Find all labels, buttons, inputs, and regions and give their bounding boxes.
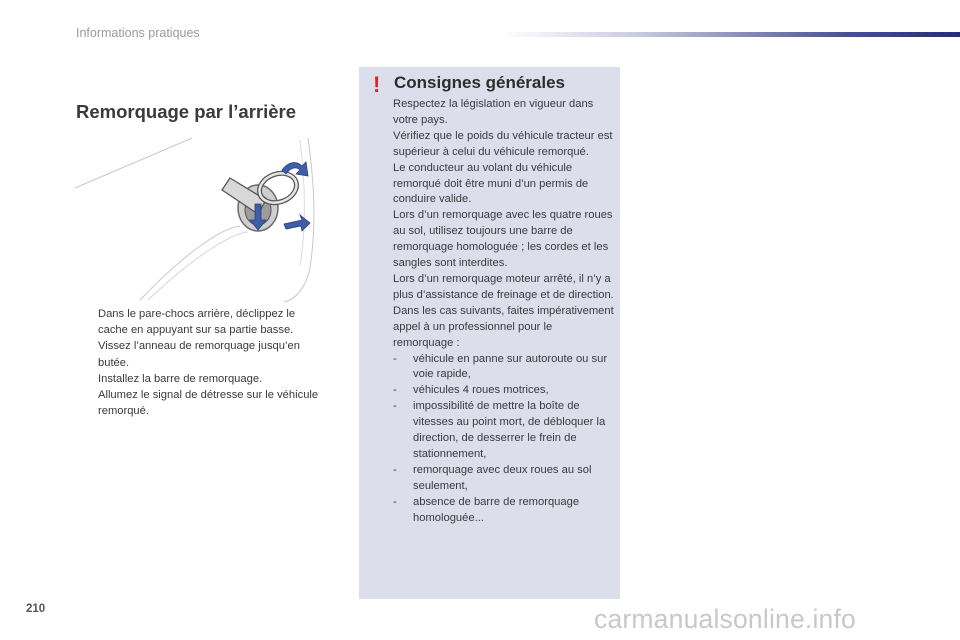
panel-paragraph: Lors d’un remorquage moteur arrêté, il n’y a plus d’assistance de freinage et de direction. bbox=[393, 272, 614, 301]
case-item: - véhicule en panne sur autoroute ou sur voie rapide, bbox=[393, 352, 608, 381]
case-item: - véhicules 4 roues motrices, bbox=[393, 384, 549, 397]
step-item: Installez la barre de remorquage. bbox=[98, 372, 263, 385]
header-gradient-bar bbox=[500, 32, 960, 37]
case-item: - impossibilité de mettre la boîte de vitesses au point mort, de débloquer la direction, de desserrer le frein de stationnement, bbox=[393, 400, 606, 460]
page-number: 210 bbox=[26, 603, 46, 615]
bumper-line-right-2 bbox=[300, 140, 305, 266]
case-item: - absence de barre de remorquage homologuée... bbox=[393, 495, 580, 524]
panel-paragraph: Dans les cas suivants, faites impérativement appel à un professionnel pour le remorquage : bbox=[393, 304, 614, 349]
case-item: - remorquage avec deux roues au sol seulement, bbox=[393, 463, 592, 492]
panel-paragraph: Lors d’un remorquage avec les quatre roues au sol, utilisez toujours une barre de remorquage homologuée ; les cordes et les sangles sont interdites. bbox=[393, 209, 613, 270]
bumper-line-lower-2 bbox=[148, 232, 248, 300]
section-title: Remorquage par l’arrière bbox=[76, 101, 297, 122]
panel-paragraph: Respectez la législation en vigueur dans votre pays. bbox=[393, 98, 594, 126]
warning-exclamation-icon: ! bbox=[373, 72, 381, 97]
arrow-icon-top bbox=[282, 162, 308, 176]
arrow-icon-right bbox=[284, 215, 310, 231]
step-item: Allumez le signal de détresse sur le véhicule remorqué. bbox=[98, 389, 319, 418]
bumper-line-upper bbox=[75, 138, 192, 188]
panel-paragraph: Le conducteur au volant du véhicule remorqué doit être muni d’un permis de conduire valide. bbox=[393, 161, 589, 206]
towing-eye-illustration bbox=[70, 128, 330, 303]
step-item: Dans le pare-chocs arrière, déclippez le cache en appuyant sur sa partie basse. bbox=[98, 308, 296, 337]
page-header-title: Informations pratiques bbox=[76, 26, 200, 40]
watermark: carmanualsonline.info bbox=[594, 604, 856, 634]
panel-paragraph: Vérifiez que le poids du véhicule tracteur est supérieur à celui du véhicule remorqué. bbox=[393, 129, 613, 158]
step-item: Vissez l’anneau de remorquage jusqu’en butée. bbox=[98, 340, 300, 369]
bumper-line-right bbox=[284, 138, 314, 302]
cases-list bbox=[393, 352, 615, 527]
instruction-steps bbox=[78, 306, 328, 419]
bumper-line-lower bbox=[140, 226, 240, 300]
panel-title: Consignes générales bbox=[394, 73, 566, 92]
panel-body bbox=[393, 97, 615, 526]
